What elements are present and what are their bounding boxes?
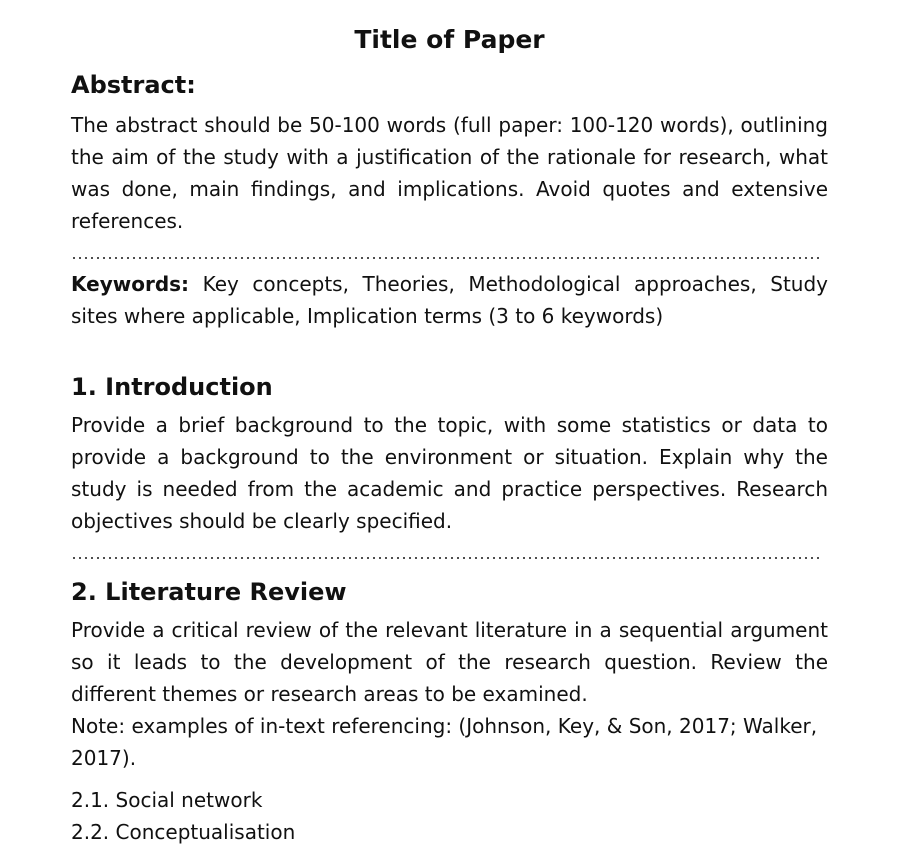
introduction-text: Provide a brief background to the topic, with some statistics or data to provide a background to the environment or situation. Explain why the study is needed from the academic and practice perspectives. Research objectives should be clearly specified. (71, 413, 828, 533)
paper-title: Title of Paper (354, 25, 545, 54)
keywords-paragraph (71, 268, 828, 332)
keywords-label: Keywords: (71, 272, 190, 296)
literature-review-heading: 2. Literature Review (71, 578, 347, 606)
literature-review-text: Provide a critical review of the relevant literature in a sequential argument so it leads to the development of the research question. Review the different themes or research areas to be examined. (71, 618, 828, 706)
subsection-item: 2.2. Conceptualisation (71, 820, 296, 844)
dotted-divider (71, 557, 823, 559)
introduction-heading: 1. Introduction (71, 373, 273, 401)
referencing-note: Note: examples of in-text referencing: (Johnson, Key, & Son, 2017; Walker, 2017). (71, 714, 818, 770)
abstract-text: The abstract should be 50-100 words (full paper: 100-120 words), outlining the aim of the study with a justification of the rationale for research, what was done, main findings, and implications. Avoid quotes and extensive references. (71, 113, 828, 233)
abstract-heading: Abstract: (71, 71, 196, 99)
subsection-item: 2.1. Social network (71, 788, 263, 812)
dotted-divider (71, 257, 823, 259)
keywords-text: Key concepts, Theories, Methodological approaches, Study sites where applicable, Implication terms (3 to 6 keywords) (71, 272, 828, 328)
